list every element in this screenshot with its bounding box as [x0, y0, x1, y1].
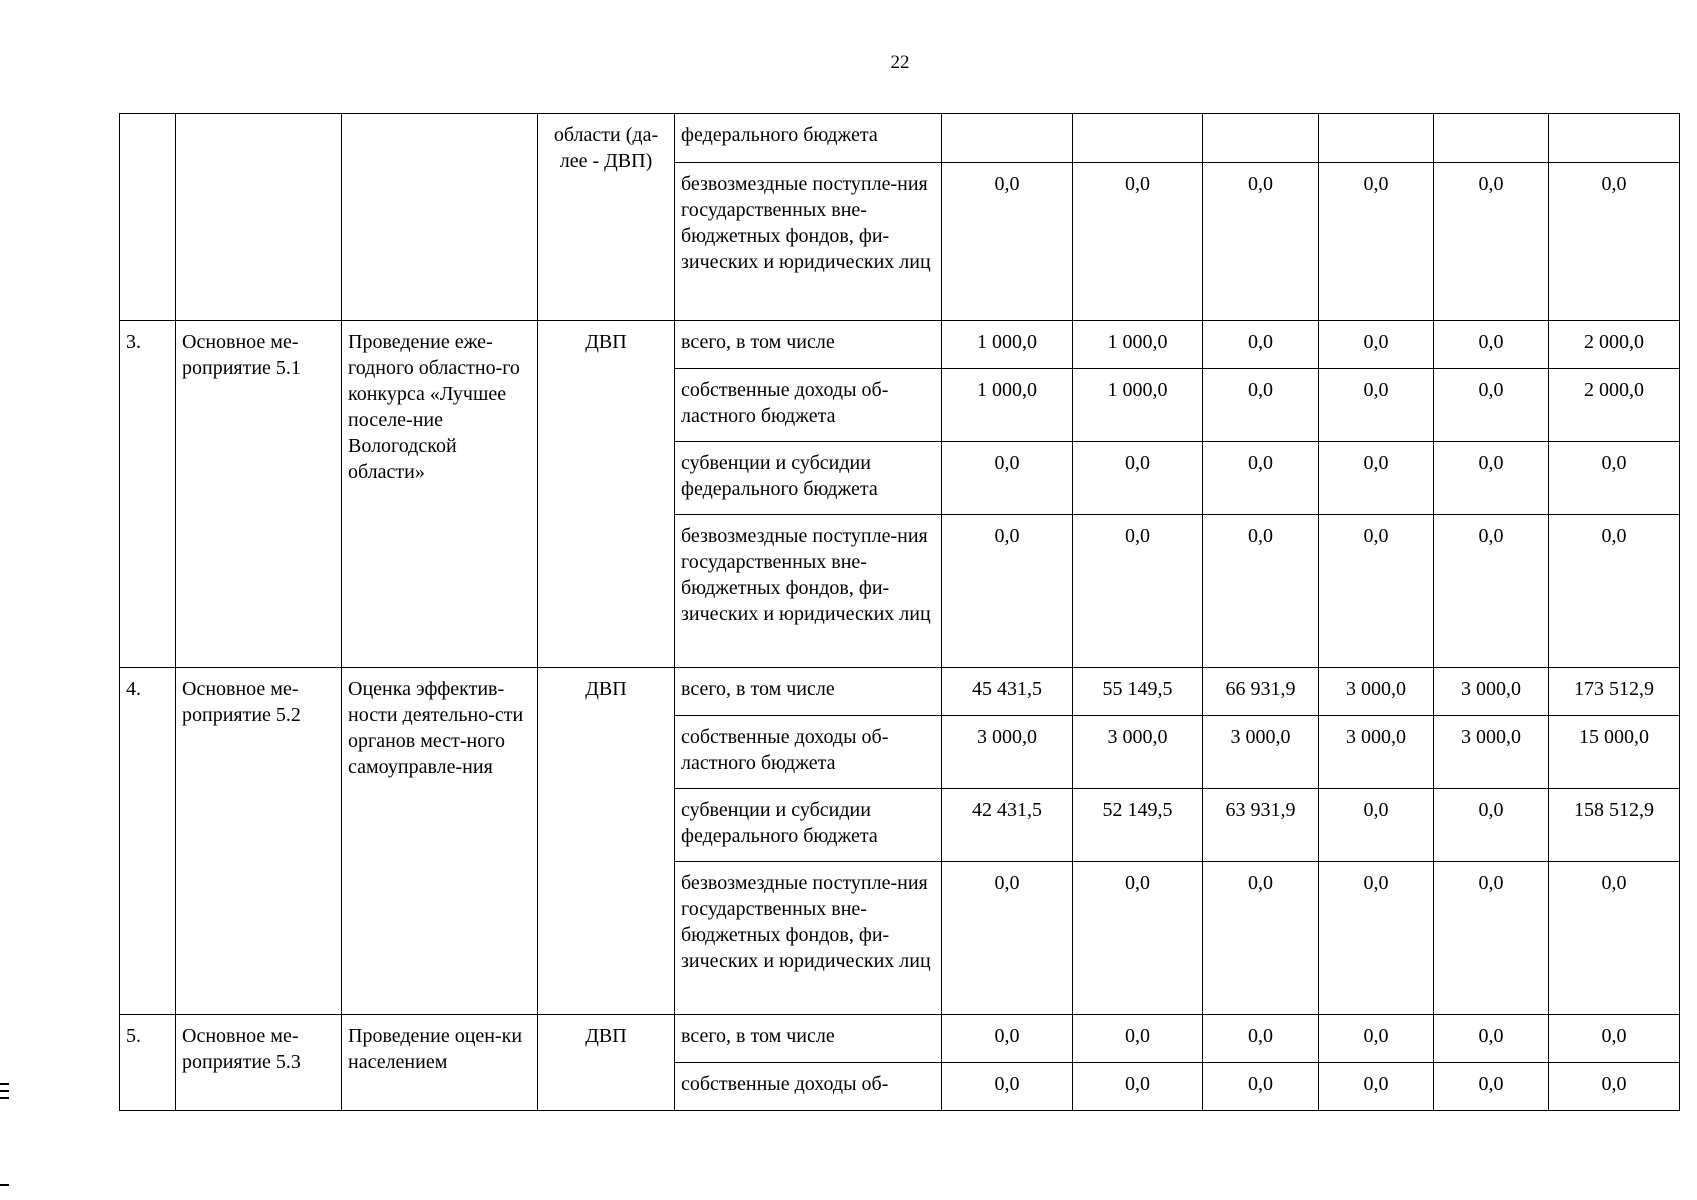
activity-cell: Основное ме-роприятие 5.3: [176, 1015, 342, 1111]
value-cell: 0,0: [1434, 862, 1549, 1015]
value-cell: 0,0: [942, 442, 1073, 515]
value-cell: 0,0: [1549, 163, 1680, 321]
program-name-cell: Проведение оцен-ки населением: [342, 1015, 538, 1111]
row-number: 3.: [120, 321, 176, 668]
funding-source-label: собственные доходы об-ластного бюджета: [675, 716, 942, 789]
table-row: [120, 1015, 1680, 1063]
value-cell: 0,0: [1319, 1015, 1434, 1063]
value-cell: [1073, 114, 1203, 163]
value-cell: 52 149,5: [1073, 789, 1203, 862]
value-cell: 0,0: [1434, 321, 1549, 369]
value-cell: 1 000,0: [1073, 321, 1203, 369]
value-cell: 0,0: [1434, 369, 1549, 442]
row-number: 5.: [120, 1015, 176, 1111]
value-cell: 1 000,0: [1073, 369, 1203, 442]
value-cell: 0,0: [1434, 1063, 1549, 1111]
value-cell: 0,0: [1319, 862, 1434, 1015]
value-cell: [1203, 114, 1319, 163]
value-cell: 0,0: [942, 862, 1073, 1015]
value-cell: 2 000,0: [1549, 321, 1680, 369]
value-cell: 0,0: [1073, 163, 1203, 321]
value-cell: 0,0: [1319, 515, 1434, 668]
value-cell: 66 931,9: [1203, 668, 1319, 716]
activity-cell: Основное ме-роприятие 5.2: [176, 668, 342, 1015]
value-cell: 3 000,0: [1434, 716, 1549, 789]
value-cell: 3 000,0: [942, 716, 1073, 789]
table-row: [120, 114, 1680, 163]
value-cell: 0,0: [1203, 321, 1319, 369]
value-cell: 0,0: [1319, 1063, 1434, 1111]
value-cell: 0,0: [1434, 1015, 1549, 1063]
value-cell: 0,0: [1549, 1063, 1680, 1111]
value-cell: 0,0: [1434, 442, 1549, 515]
value-cell: 0,0: [1319, 163, 1434, 321]
value-cell: [1319, 114, 1434, 163]
value-cell: 3 000,0: [1073, 716, 1203, 789]
funding-source-label: всего, в том числе: [675, 321, 942, 369]
funding-source-label: безвозмездные поступле-ния государственных вне-бюджетных фондов, фи-зических и юридических лиц: [675, 163, 942, 321]
table-row: [120, 321, 1680, 369]
value-cell: 3 000,0: [1319, 668, 1434, 716]
value-cell: 0,0: [1319, 789, 1434, 862]
activity-cell: Основное ме-роприятие 5.1: [176, 321, 342, 668]
implementer-cell: ДВП: [538, 668, 675, 1015]
value-cell: 0,0: [1319, 442, 1434, 515]
margin-mark: [0, 1097, 9, 1099]
value-cell: 0,0: [1073, 515, 1203, 668]
value-cell: 0,0: [1073, 1063, 1203, 1111]
value-cell: 1 000,0: [942, 321, 1073, 369]
page-number: 22: [890, 52, 910, 73]
value-cell: 0,0: [1434, 515, 1549, 668]
funding-source-label: безвозмездные поступле-ния государственных вне-бюджетных фондов, фи-зических и юридических лиц: [675, 862, 942, 1015]
value-cell: 0,0: [1549, 1015, 1680, 1063]
value-cell: 3 000,0: [1203, 716, 1319, 789]
value-cell: 0,0: [1319, 321, 1434, 369]
funding-source-label: безвозмездные поступле-ния государственных вне-бюджетных фондов, фи-зических и юридических лиц: [675, 515, 942, 668]
implementer-cell: ДВП: [538, 1015, 675, 1111]
value-cell: 0,0: [1203, 1015, 1319, 1063]
funding-source-label: собственные доходы об-: [675, 1063, 942, 1111]
value-cell: [1549, 114, 1680, 163]
funding-source-label: субвенции и субсидии федерального бюджета: [675, 442, 942, 515]
value-cell: 0,0: [1073, 442, 1203, 515]
funding-source-label: всего, в том числе: [675, 1015, 942, 1063]
funding-source-label: собственные доходы об-ластного бюджета: [675, 369, 942, 442]
program-name-cell: Проведение еже-годного областно-го конкурса «Лучшее поселе-ние Вологодской области»: [342, 321, 538, 668]
activity-cell: [176, 114, 342, 321]
value-cell: 0,0: [1203, 515, 1319, 668]
value-cell: 0,0: [1203, 862, 1319, 1015]
value-cell: 0,0: [942, 1063, 1073, 1111]
value-cell: 0,0: [1549, 442, 1680, 515]
value-cell: 3 000,0: [1434, 668, 1549, 716]
implementer-cell: ДВП: [538, 321, 675, 668]
value-cell: 0,0: [942, 1015, 1073, 1063]
program-name-cell: [342, 114, 538, 321]
funding-source-label: субвенции и субсидии федерального бюджета: [675, 789, 942, 862]
value-cell: 0,0: [1549, 515, 1680, 668]
value-cell: [942, 114, 1073, 163]
value-cell: 0,0: [1203, 1063, 1319, 1111]
value-cell: 0,0: [1203, 163, 1319, 321]
value-cell: 1 000,0: [942, 369, 1073, 442]
value-cell: 45 431,5: [942, 668, 1073, 716]
budget-table: [119, 113, 1680, 1111]
value-cell: 0,0: [1549, 862, 1680, 1015]
value-cell: 173 512,9: [1549, 668, 1680, 716]
value-cell: 0,0: [1319, 369, 1434, 442]
value-cell: 42 431,5: [942, 789, 1073, 862]
value-cell: 3 000,0: [1319, 716, 1434, 789]
value-cell: 55 149,5: [1073, 668, 1203, 716]
value-cell: 158 512,9: [1549, 789, 1680, 862]
value-cell: 0,0: [1203, 369, 1319, 442]
value-cell: 0,0: [1434, 163, 1549, 321]
funding-source-label: всего, в том числе: [675, 668, 942, 716]
value-cell: 0,0: [1434, 789, 1549, 862]
margin-mark: [0, 1083, 9, 1085]
value-cell: 0,0: [1073, 862, 1203, 1015]
value-cell: 0,0: [942, 515, 1073, 668]
margin-mark: [0, 1184, 9, 1186]
row-number: [120, 114, 176, 321]
margin-mark: [0, 1090, 9, 1092]
value-cell: 0,0: [1203, 442, 1319, 515]
row-number: 4.: [120, 668, 176, 1015]
table-row: [120, 668, 1680, 716]
value-cell: 2 000,0: [1549, 369, 1680, 442]
value-cell: 0,0: [1073, 1015, 1203, 1063]
value-cell: [1434, 114, 1549, 163]
implementer-cell: области (да-лее - ДВП): [538, 114, 675, 321]
value-cell: 63 931,9: [1203, 789, 1319, 862]
funding-source-label: федерального бюджета: [675, 114, 942, 163]
value-cell: 15 000,0: [1549, 716, 1680, 789]
program-name-cell: Оценка эффектив-ности деятельно-сти органов мест-ного самоуправле-ния: [342, 668, 538, 1015]
value-cell: 0,0: [942, 163, 1073, 321]
